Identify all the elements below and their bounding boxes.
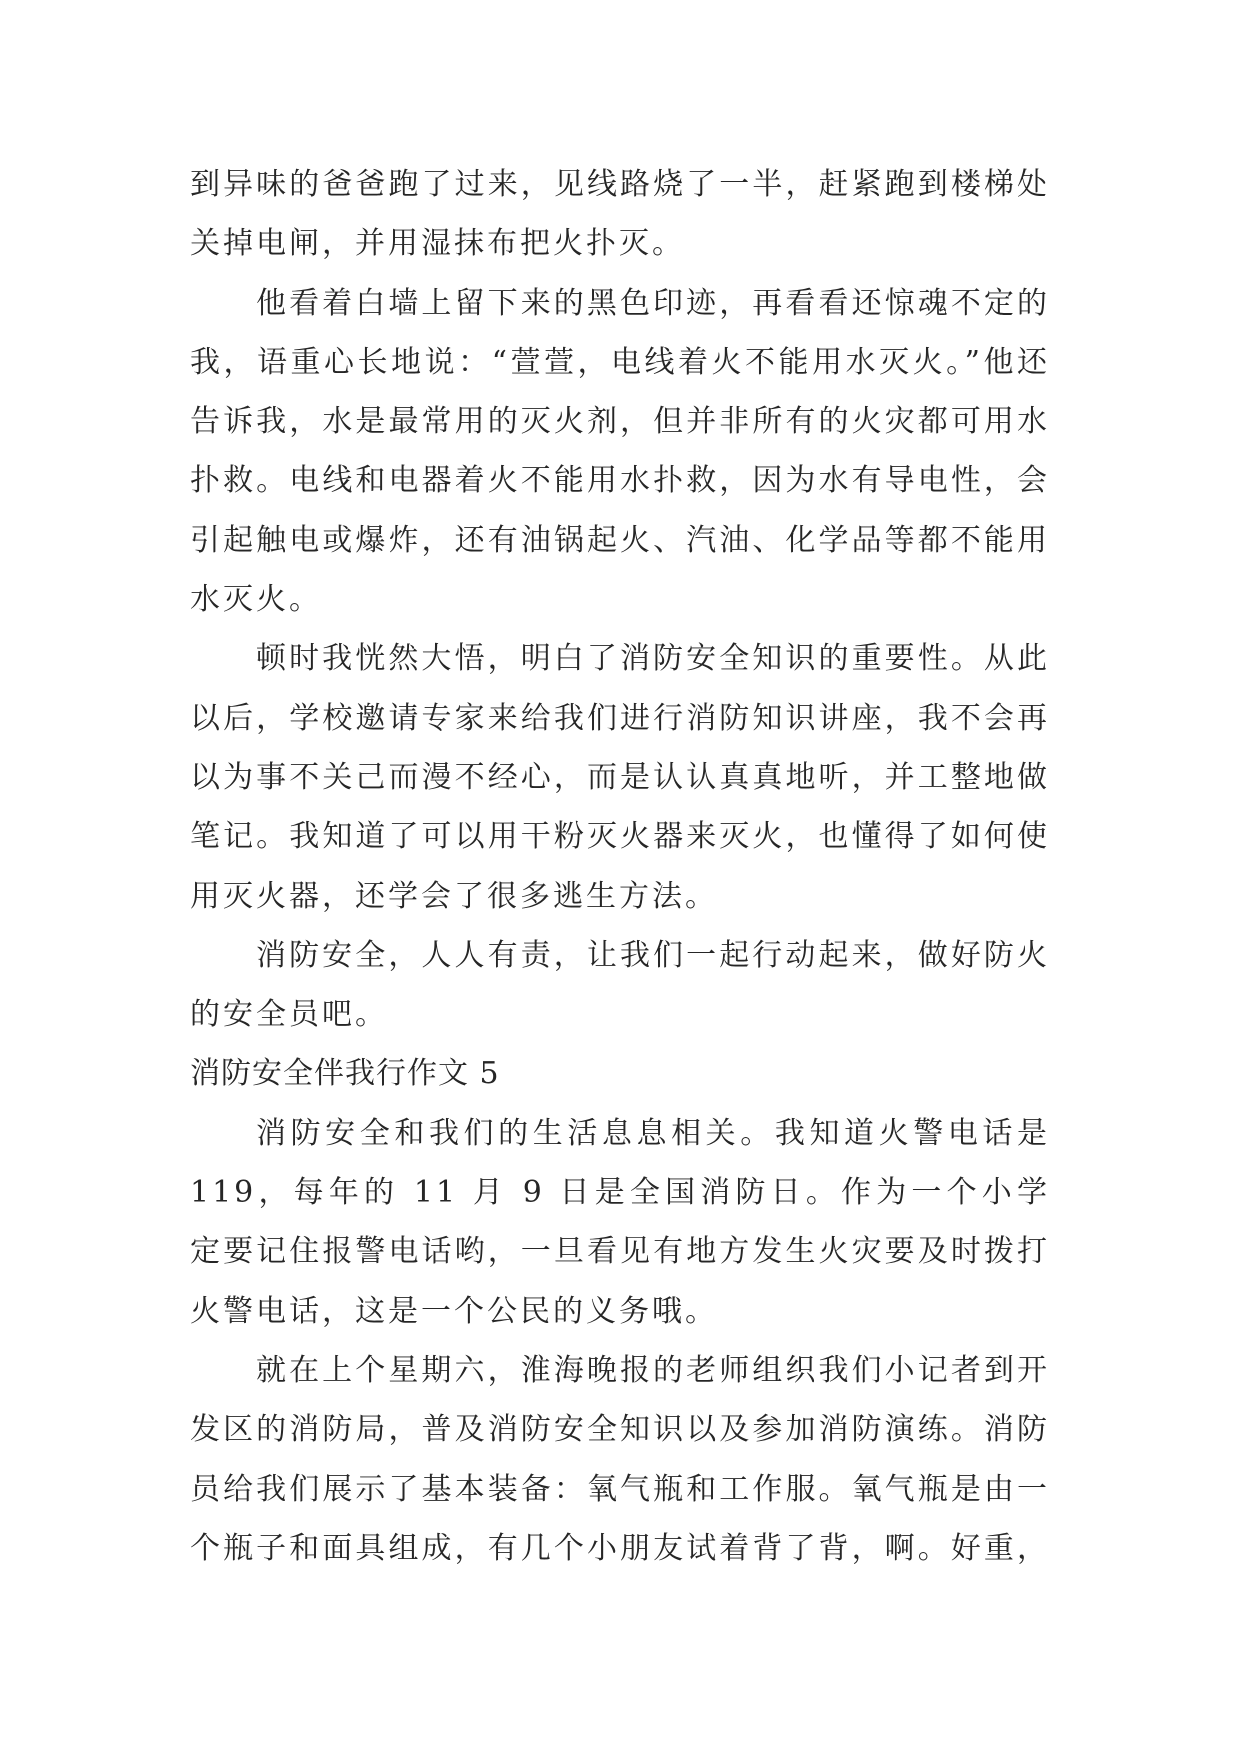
text-line: 以后，学校邀请专家来给我们进行消防知识讲座，我不会再	[190, 700, 1050, 736]
text-line: 定要记住报警电话哟，一旦看见有地方发生火灾要及时拨打	[190, 1234, 1050, 1270]
text-line: 员给我们展示了基本装备：氧气瓶和工作服。氧气瓶是由一	[190, 1471, 1050, 1507]
text-line: 关掉电闸，并用湿抹布把火扑灭。	[190, 226, 685, 262]
text-line: 用灭火器，还学会了很多逃生方法。	[190, 878, 718, 914]
text-line: 的安全员吧。	[190, 997, 388, 1033]
text-line: 个瓶子和面具组成，有几个小朋友试着背了背，啊。好重，	[190, 1530, 1050, 1566]
text-line: 发区的消防局，普及消防安全知识以及参加消防演练。消防	[190, 1412, 1050, 1448]
text-line: 到异味的爸爸跑了过来，见线路烧了一半，赶紧跑到楼梯处	[190, 167, 1050, 202]
section-heading: 消防安全伴我行作文 5	[190, 1056, 500, 1092]
text-line: 119，每年的 11 月 9 日是全国消防日。作为一个小学	[190, 1175, 1050, 1211]
text-line: 火警电话，这是一个公民的义务哦。	[190, 1293, 718, 1329]
text-line: 他看着白墙上留下来的黑色印迹，再看看还惊魂不定的	[256, 285, 1050, 321]
document-body	[190, 155, 1050, 1578]
text-line: 笔记。我知道了可以用干粉灭火器来灭火，也懂得了如何使	[190, 819, 1050, 855]
text-line: 水灭火。	[190, 582, 322, 618]
text-line: 以为事不关己而漫不经心，而是认认真真地听，并工整地做	[190, 759, 1050, 795]
text-line: 顿时我恍然大悟，明白了消防安全知识的重要性。从此	[256, 641, 1050, 677]
text-line: 扑救。电线和电器着火不能用水扑救，因为水有导电性，会	[190, 463, 1050, 499]
text-line: 引起触电或爆炸，还有油锅起火、汽油、化学品等都不能用	[190, 522, 1050, 558]
text-line: 消防安全和我们的生活息息相关。我知道火警电话是	[256, 1115, 1050, 1151]
text-line: 就在上个星期六，淮海晚报的老师组织我们小记者到开	[256, 1352, 1050, 1388]
text-line: 我，语重心长地说：“萱萱，电线着火不能用水灭火。”他还	[190, 344, 1050, 380]
text-line: 告诉我，水是最常用的灭火剂，但并非所有的火灾都可用水	[190, 404, 1050, 440]
text-line: 消防安全，人人有责，让我们一起行动起来，做好防火	[256, 937, 1050, 973]
